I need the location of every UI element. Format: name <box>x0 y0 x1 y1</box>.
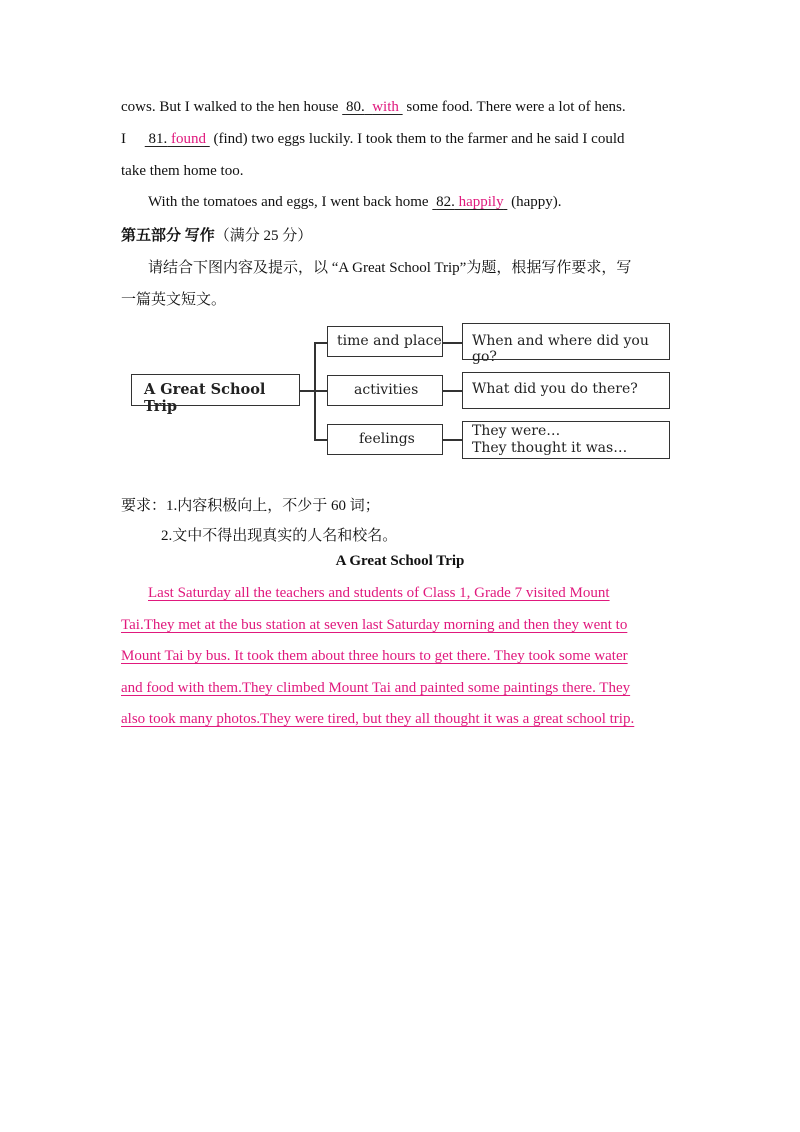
text: (happy). <box>507 194 562 210</box>
blank-number: 80. <box>345 99 365 115</box>
section-score: （满分 25 分） <box>214 228 313 244</box>
text: 请结合下图内容及提示，以 “A Great School Trip”为题，根据写作要求，写 <box>148 260 632 276</box>
text: I <box>121 131 130 147</box>
prompt-box-2 <box>462 372 670 409</box>
section-heading <box>121 224 312 245</box>
essay-line-1: Last Saturday all the teachers and students of Class 1, Grade 7 visited Mount <box>148 585 610 601</box>
essay-line-3: Mount Tai by bus. It took them about three hours to get there. They took some water <box>121 648 628 664</box>
text: 一篇英文短文。 <box>121 292 227 308</box>
answer-82: happily <box>458 194 504 210</box>
blank-81 <box>145 131 210 147</box>
connector <box>314 342 327 344</box>
text-line-3 <box>121 163 243 180</box>
section-title: 第五部分 写作 <box>121 228 215 244</box>
connector <box>300 390 315 392</box>
prompt-text: When and where did you go? <box>472 333 649 365</box>
instruction-line-1 <box>148 256 631 277</box>
text: 要求：1.内容积极向上，不少于 60 词； <box>121 498 380 514</box>
essay-line-2: Tai.They met at the bus station at seven last Saturday morning and then they went to <box>121 617 628 633</box>
text-line-4 <box>148 194 561 211</box>
instruction-line-2 <box>121 288 226 309</box>
essay-line-4: and food with them.They climbed Mount Tai and painted some paintings there. They <box>121 680 631 696</box>
branch-label: activities <box>354 382 419 398</box>
connector <box>443 390 462 392</box>
answer-80: with <box>372 99 399 115</box>
requirement-line-1 <box>121 494 380 515</box>
text: (find) two eggs luckily. I took them to the farmer and he said I could <box>209 131 625 147</box>
branch-box-activities <box>327 375 443 406</box>
text-line-2 <box>121 131 625 148</box>
text: some food. There were a lot of hens. <box>402 99 626 115</box>
essay-line-5: also took many photos.They were tired, but they all thought it was a great school trip. <box>121 711 635 727</box>
text: take them home too. <box>121 163 244 179</box>
prompt-text: They thought it was… <box>472 440 628 456</box>
requirement-line-2 <box>161 524 397 545</box>
prompt-text: They were… <box>472 423 561 439</box>
branch-label: feelings <box>359 431 415 447</box>
blank-82 <box>432 194 507 210</box>
branch-box-time-place <box>327 326 443 357</box>
center-label: A Great School Trip <box>144 381 266 415</box>
text: 2.文中不得出现真实的人名和校名。 <box>161 528 398 544</box>
blank-number: 81. <box>148 131 168 147</box>
connector <box>443 439 462 441</box>
connector <box>314 439 327 441</box>
blank-number: 82. <box>436 194 455 210</box>
branch-box-feelings <box>327 424 443 455</box>
prompt-box-1 <box>462 323 670 365</box>
prompt-text: What did you do there? <box>472 381 638 397</box>
answer-81: found <box>171 131 206 147</box>
text: cows. But I walked to the hen house <box>121 99 343 115</box>
blank-80 <box>342 99 402 115</box>
center-box <box>131 374 300 415</box>
branch-label: time and place <box>337 333 442 349</box>
connector <box>314 390 327 392</box>
connector <box>443 342 462 344</box>
prompt-box-3 <box>462 421 670 459</box>
essay-title: A Great School Trip <box>335 553 465 569</box>
text: With the tomatoes and eggs, I went back home <box>148 194 433 210</box>
text-line-1 <box>121 99 626 116</box>
